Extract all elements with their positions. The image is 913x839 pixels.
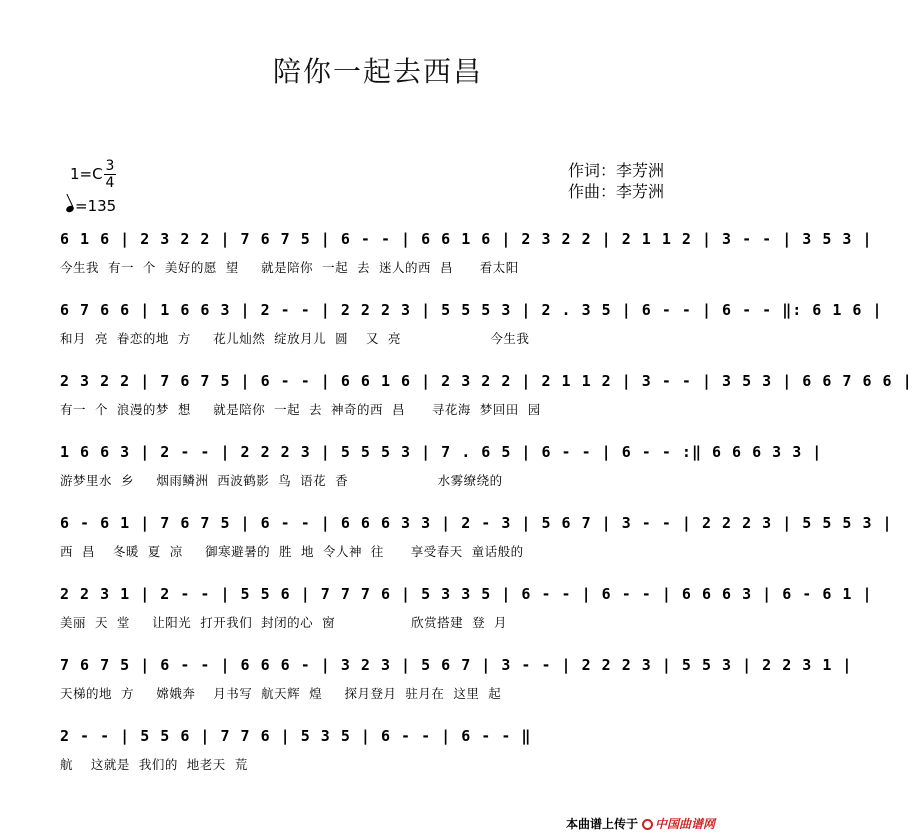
notes-row: 2 3 2 2 | 7 6 7 5 | 6 - - | 6 6 1 6 | 2 3 2 2 | 2 1 1 2 | 3 - - | 3 5 3 | 6 6 7 6 6 |	[60, 372, 913, 390]
tempo-value: =135	[75, 197, 117, 215]
lyrics-row: 西 昌 冬暖 夏 凉 御寒避暑的 胜 地 令人神 往 享受春天 童话般的	[60, 544, 524, 559]
key-label: 1=C	[70, 165, 103, 183]
composer: 作曲：李芳洲	[568, 182, 665, 201]
site-name[interactable]: 中国曲谱网	[655, 817, 716, 831]
tempo-marking	[66, 197, 116, 215]
lyrics-row: 航 这就是 我们的 地老天 荒	[60, 757, 248, 772]
notes-row: 2 2 3 1 | 2 - - | 5 5 6 | 7 7 7 6 | 5 3 3 5 | 6 - - | 6 - - | 6 6 6 3 | 6 - 6 1 |	[60, 585, 873, 603]
time-signature	[104, 159, 116, 190]
time-bottom: 4	[105, 175, 115, 191]
notes-row: 7 6 7 5 | 6 - - | 6 6 6 - | 3 2 3 | 5 6 7 | 3 - - | 2 2 2 3 | 5 5 3 | 2 2 3 1 |	[60, 656, 853, 674]
lyrics-row: 和月 亮 眷恋的地 方 花儿灿然 绽放月儿 圆 又 亮 今生我	[60, 331, 530, 346]
footer-credit	[566, 815, 715, 832]
lyrics-row: 有一 个 浪漫的梦 想 就是陪你 一起 去 神奇的西 昌 寻花海 梦回田 园	[60, 402, 541, 417]
key-signature	[70, 158, 115, 191]
time-top: 3	[105, 158, 115, 174]
notes-row: 1 6 6 3 | 2 - - | 2 2 2 3 | 5 5 5 3 | 7 . 6 5 | 6 - - | 6 - - :‖ 6 6 6 3 3 |	[60, 443, 823, 461]
lyricist: 作词：李芳洲	[568, 161, 665, 180]
lyrics-row: 天梯的地 方 嫦娥奔 月书写 航天辉 煌 探月登月 驻月在 这里 起	[60, 686, 502, 701]
song-title: 陪你一起去西昌	[272, 55, 483, 88]
footer-text: 本曲谱上传于	[566, 817, 639, 831]
quarter-note-icon	[65, 205, 75, 214]
notes-row: 6 1 6 | 2 3 2 2 | 7 6 7 5 | 6 - - | 6 6 1 6 | 2 3 2 2 | 2 1 1 2 | 3 - - | 3 5 3 |	[60, 230, 873, 248]
notes-row: 6 7 6 6 | 1 6 6 3 | 2 - - | 2 2 2 3 | 5 5 5 3 | 2 . 3 5 | 6 - - | 6 - - ‖: 6 1 6 |	[60, 301, 883, 319]
lyrics-row: 今生我 有一 个 美好的愿 望 就是陪你 一起 去 迷人的西 昌 看太阳	[60, 260, 519, 275]
site-logo-icon	[642, 819, 653, 830]
credits	[568, 160, 664, 202]
notes-row: 6 - 6 1 | 7 6 7 5 | 6 - - | 6 6 6 3 3 | 2 - 3 | 5 6 7 | 3 - - | 2 2 2 3 | 5 5 5 3 |	[60, 514, 893, 532]
lyrics-row: 游梦里水 乡 烟雨鳞洲 西波鹤影 鸟 语花 香 水雾缭绕的	[60, 473, 503, 488]
notes-row: 2 - - | 5 5 6 | 7 7 6 | 5 3 5 | 6 - - | 6 - - ‖	[60, 727, 532, 745]
lyrics-row: 美丽 天 堂 让阳光 打开我们 封闭的心 窗 欣赏搭建 登 月	[60, 615, 508, 630]
